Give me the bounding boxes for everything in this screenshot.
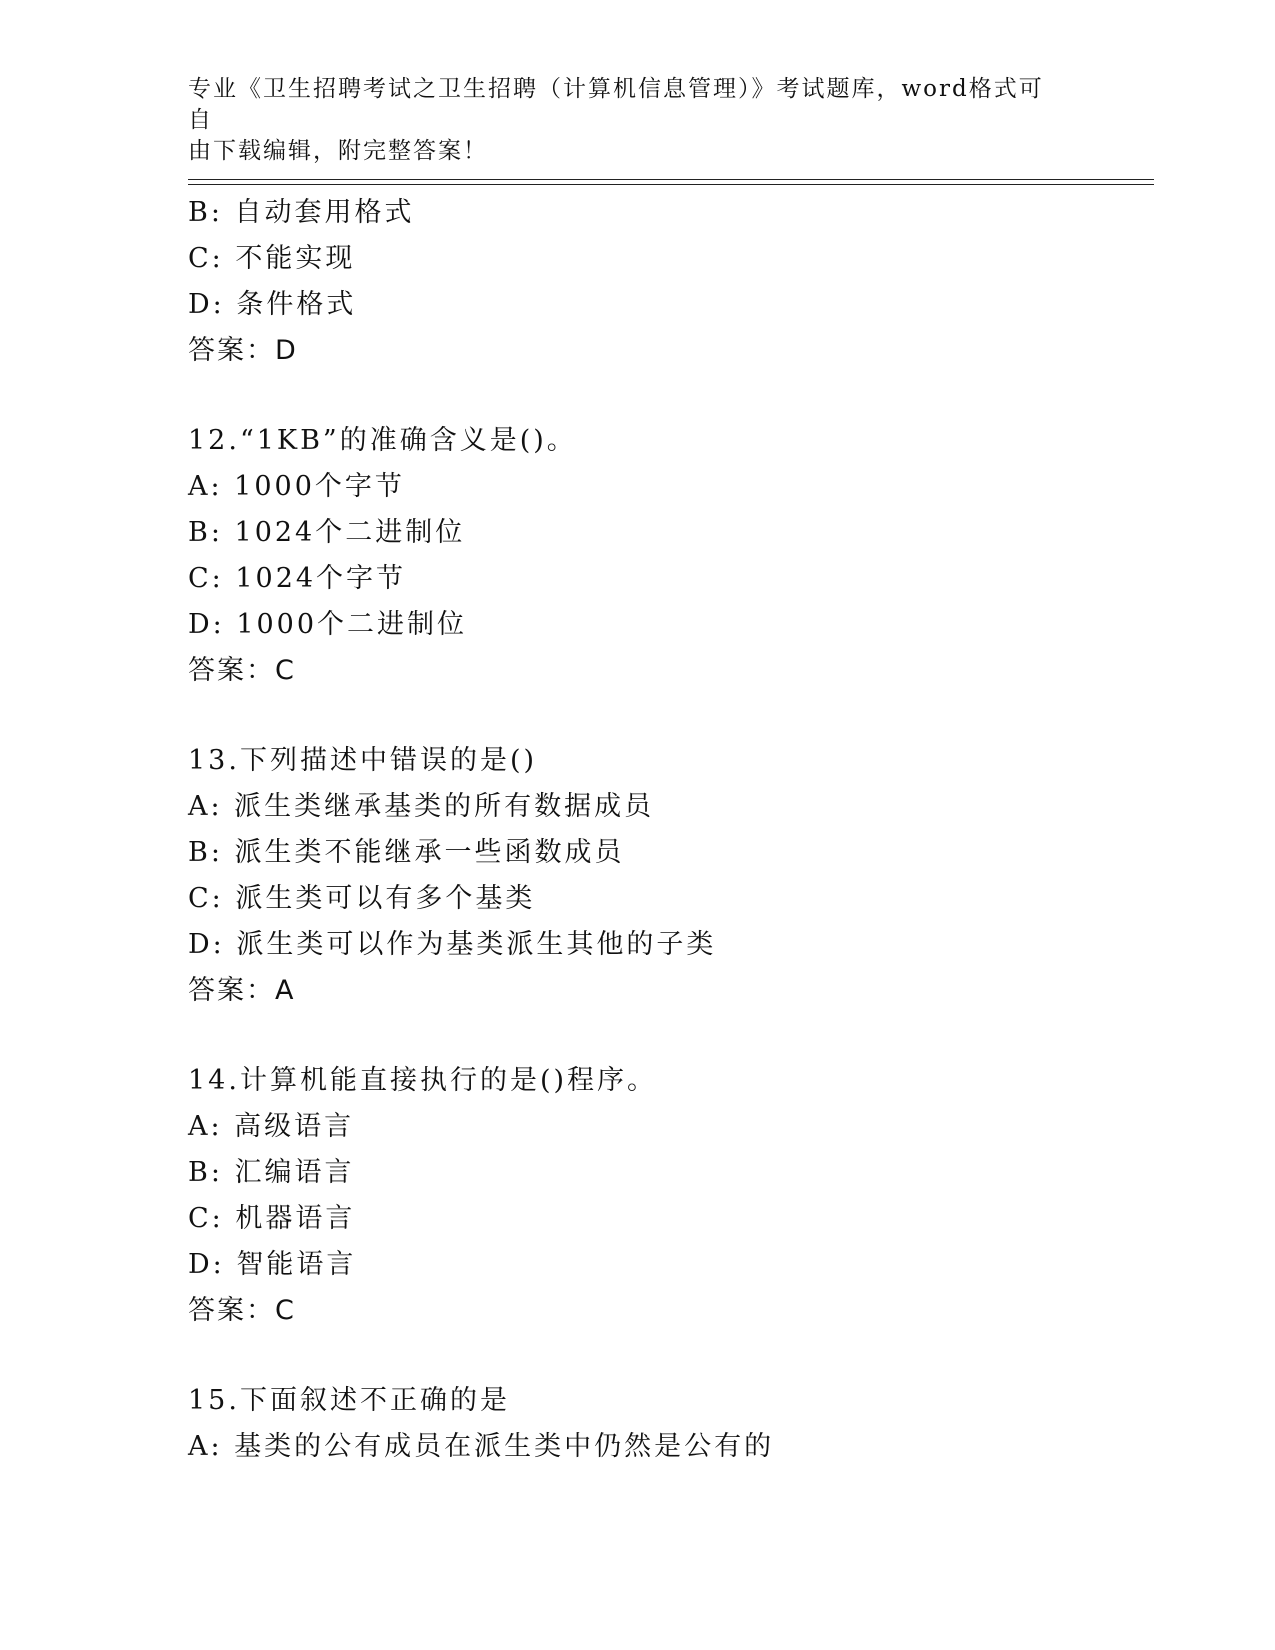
spacer bbox=[188, 1014, 1148, 1058]
option-d: D: 派生类可以作为基类派生其他的子类 bbox=[188, 929, 717, 960]
answer: 答案：C bbox=[188, 1295, 296, 1326]
option-b: B: 汇编语言 bbox=[188, 1157, 355, 1188]
option-a: A: 高级语言 bbox=[188, 1111, 355, 1142]
question-stem: 14.计算机能直接执行的是()程序。 bbox=[188, 1065, 658, 1096]
question-list bbox=[188, 190, 1148, 1470]
header-divider-top bbox=[188, 179, 1154, 180]
question-14 bbox=[188, 1058, 1148, 1334]
option-c: C: 不能实现 bbox=[188, 243, 356, 274]
option-d: D: 条件格式 bbox=[188, 289, 357, 320]
spacer bbox=[188, 374, 1148, 418]
option-b: B: 自动套用格式 bbox=[188, 197, 415, 228]
question-stem: 13.下列描述中错误的是() bbox=[188, 745, 538, 776]
option-b: B: 1024个二进制位 bbox=[188, 517, 466, 548]
question-12 bbox=[188, 418, 1148, 694]
header-divider-bottom bbox=[188, 184, 1154, 185]
option-b: B: 派生类不能继承一些函数成员 bbox=[188, 837, 625, 868]
option-a: A: 基类的公有成员在派生类中仍然是公有的 bbox=[188, 1431, 775, 1462]
option-d: D: 智能语言 bbox=[188, 1249, 357, 1280]
header-line-1: 专业《卫生招聘考试之卫生招聘（计算机信息管理）》考试题库，word格式可自 bbox=[188, 76, 1044, 133]
option-c: C: 机器语言 bbox=[188, 1203, 356, 1234]
continued-question bbox=[188, 190, 1148, 374]
question-stem: 12.“1KB”的准确含义是()。 bbox=[188, 425, 577, 456]
option-a: A: 1000个字节 bbox=[188, 471, 405, 502]
option-a: A: 派生类继承基类的所有数据成员 bbox=[188, 791, 655, 822]
option-c: C: 派生类可以有多个基类 bbox=[188, 883, 536, 914]
option-d: D: 1000个二进制位 bbox=[188, 609, 468, 640]
answer: 答案：C bbox=[188, 655, 296, 686]
header-line-2: 由下载编辑，附完整答案！ bbox=[188, 138, 488, 164]
question-stem: 15.下面叙述不正确的是 bbox=[188, 1385, 510, 1416]
question-13 bbox=[188, 738, 1148, 1014]
question-15 bbox=[188, 1378, 1148, 1470]
answer: 答案：A bbox=[188, 975, 296, 1006]
spacer bbox=[188, 694, 1148, 738]
document-header bbox=[188, 74, 1068, 167]
answer: 答案：D bbox=[188, 335, 298, 366]
option-c: C: 1024个字节 bbox=[188, 563, 407, 594]
spacer bbox=[188, 1334, 1148, 1378]
